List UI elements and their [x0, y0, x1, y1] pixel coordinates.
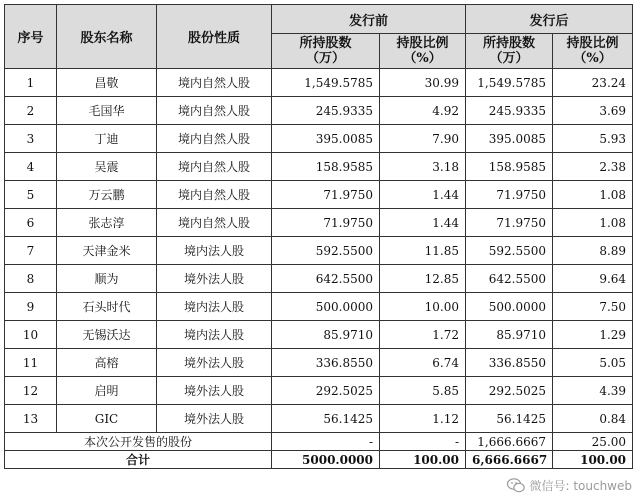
cell-name: 无锡沃达	[57, 321, 157, 349]
table-row	[5, 153, 633, 181]
table-row	[5, 377, 633, 405]
cell-seq: 7	[5, 237, 57, 265]
cell-shares-after: 292.5025	[466, 377, 553, 405]
cell-name: 丁迪	[57, 125, 157, 153]
public-offering-ratio-before: -	[380, 433, 466, 451]
cell-name: 万云鹏	[57, 181, 157, 209]
cell-ratio-after: 2.38	[553, 153, 633, 181]
cell-shares-after: 336.8550	[466, 349, 553, 377]
cell-ratio-after: 5.93	[553, 125, 633, 153]
cell-nature: 境外法人股	[157, 377, 272, 405]
cell-shares-before: 642.5500	[272, 265, 380, 293]
header-after: 发行后	[466, 5, 633, 34]
cell-shares-before: 336.8550	[272, 349, 380, 377]
header-ratio-before	[380, 34, 466, 69]
header-shares-before-line1: 所持股数	[299, 36, 352, 51]
total-label: 合计	[5, 451, 272, 469]
table-header	[5, 5, 633, 69]
header-seq: 序号	[5, 5, 57, 69]
cell-seq: 8	[5, 265, 57, 293]
cell-name: 顺为	[57, 265, 157, 293]
public-offering-ratio-after: 25.00	[553, 433, 633, 451]
cell-shares-after: 245.9335	[466, 97, 553, 125]
table-row	[5, 349, 633, 377]
header-ratio-before-line2: （%）	[403, 51, 442, 66]
cell-nature: 境外法人股	[157, 405, 272, 433]
header-shares-after-line2: （万）	[489, 51, 529, 66]
cell-ratio-before: 6.74	[380, 349, 466, 377]
cell-ratio-before: 30.99	[380, 69, 466, 97]
table-row	[5, 405, 633, 433]
cell-seq: 9	[5, 293, 57, 321]
cell-shares-before: 500.0000	[272, 293, 380, 321]
public-offering-shares-before: -	[272, 433, 380, 451]
watermark-text: 微信号: touchweb	[529, 479, 632, 493]
cell-shares-before: 592.5500	[272, 237, 380, 265]
cell-ratio-before: 10.00	[380, 293, 466, 321]
cell-ratio-before: 7.90	[380, 125, 466, 153]
cell-ratio-before: 3.18	[380, 153, 466, 181]
shareholder-table	[4, 4, 633, 469]
cell-seq: 1	[5, 69, 57, 97]
cell-ratio-before: 1.12	[380, 405, 466, 433]
cell-seq: 13	[5, 405, 57, 433]
cell-name: 石头时代	[57, 293, 157, 321]
cell-ratio-after: 0.84	[553, 405, 633, 433]
cell-shares-before: 395.0085	[272, 125, 380, 153]
cell-nature: 境内自然人股	[157, 181, 272, 209]
cell-ratio-after: 4.39	[553, 377, 633, 405]
header-shares-after-line1: 所持股数	[483, 36, 536, 51]
cell-ratio-before: 4.92	[380, 97, 466, 125]
header-shares-before	[272, 34, 380, 69]
public-offering-row	[5, 433, 633, 451]
cell-shares-after: 592.5500	[466, 237, 553, 265]
cell-seq: 5	[5, 181, 57, 209]
table-footer	[5, 433, 633, 469]
cell-name: 天津金米	[57, 237, 157, 265]
table-row	[5, 69, 633, 97]
total-ratio-before: 100.00	[380, 451, 466, 469]
cell-ratio-before: 11.85	[380, 237, 466, 265]
total-row	[5, 451, 633, 469]
cell-nature: 境内法人股	[157, 321, 272, 349]
cell-ratio-after: 5.05	[553, 349, 633, 377]
cell-seq: 4	[5, 153, 57, 181]
cell-shares-after: 500.0000	[466, 293, 553, 321]
cell-ratio-after: 9.64	[553, 265, 633, 293]
cell-ratio-before: 5.85	[380, 377, 466, 405]
cell-name: 昌敬	[57, 69, 157, 97]
cell-ratio-before: 12.85	[380, 265, 466, 293]
shareholder-table-container	[4, 4, 632, 469]
header-shares-after	[466, 34, 553, 69]
header-ratio-after-line1: 持股比例	[566, 36, 619, 51]
total-ratio-after: 100.00	[553, 451, 633, 469]
cell-shares-before: 71.9750	[272, 181, 380, 209]
cell-shares-before: 85.9710	[272, 321, 380, 349]
watermark	[507, 477, 632, 494]
cell-seq: 6	[5, 209, 57, 237]
total-shares-before: 5000.0000	[272, 451, 380, 469]
cell-shares-after: 56.1425	[466, 405, 553, 433]
cell-shares-before: 158.9585	[272, 153, 380, 181]
header-before: 发行前	[272, 5, 466, 34]
cell-seq: 3	[5, 125, 57, 153]
cell-seq: 2	[5, 97, 57, 125]
cell-shares-after: 395.0085	[466, 125, 553, 153]
cell-name: 高榕	[57, 349, 157, 377]
cell-shares-before: 245.9335	[272, 97, 380, 125]
cell-ratio-after: 3.69	[553, 97, 633, 125]
table-row	[5, 293, 633, 321]
cell-ratio-after: 1.08	[553, 209, 633, 237]
cell-name: 张志淳	[57, 209, 157, 237]
cell-shares-before: 71.9750	[272, 209, 380, 237]
cell-nature: 境外法人股	[157, 265, 272, 293]
table-row	[5, 237, 633, 265]
cell-nature: 境内法人股	[157, 293, 272, 321]
cell-ratio-before: 1.44	[380, 181, 466, 209]
header-ratio-after	[553, 34, 633, 69]
cell-shares-before: 292.5025	[272, 377, 380, 405]
cell-seq: 11	[5, 349, 57, 377]
cell-ratio-before: 1.72	[380, 321, 466, 349]
table-row	[5, 181, 633, 209]
cell-name: 吴震	[57, 153, 157, 181]
total-shares-after: 6,666.6667	[466, 451, 553, 469]
table-row	[5, 265, 633, 293]
cell-seq: 12	[5, 377, 57, 405]
cell-name: 毛国华	[57, 97, 157, 125]
cell-nature: 境内自然人股	[157, 125, 272, 153]
cell-shares-before: 1,549.5785	[272, 69, 380, 97]
cell-shares-after: 71.9750	[466, 181, 553, 209]
header-ratio-after-line2: （%）	[573, 51, 612, 66]
table-row	[5, 209, 633, 237]
cell-seq: 10	[5, 321, 57, 349]
cell-shares-after: 1,549.5785	[466, 69, 553, 97]
cell-shares-after: 71.9750	[466, 209, 553, 237]
table-body	[5, 69, 633, 433]
cell-nature: 境内自然人股	[157, 153, 272, 181]
cell-nature: 境内自然人股	[157, 209, 272, 237]
cell-shares-before: 56.1425	[272, 405, 380, 433]
header-ratio-before-line1: 持股比例	[396, 36, 449, 51]
cell-ratio-after: 7.50	[553, 293, 633, 321]
cell-ratio-after: 1.08	[553, 181, 633, 209]
public-offering-label: 本次公开发售的股份	[5, 433, 272, 451]
cell-nature: 境内自然人股	[157, 97, 272, 125]
header-name: 股东名称	[57, 5, 157, 69]
cell-ratio-after: 8.89	[553, 237, 633, 265]
cell-shares-after: 642.5500	[466, 265, 553, 293]
cell-shares-after: 158.9585	[466, 153, 553, 181]
cell-nature: 境内自然人股	[157, 69, 272, 97]
cell-ratio-before: 1.44	[380, 209, 466, 237]
public-offering-shares-after: 1,666.6667	[466, 433, 553, 451]
header-nature: 股份性质	[157, 5, 272, 69]
cell-name: 启明	[57, 377, 157, 405]
wechat-icon	[507, 478, 525, 493]
table-row	[5, 97, 633, 125]
table-row	[5, 125, 633, 153]
cell-ratio-after: 1.29	[553, 321, 633, 349]
cell-nature: 境内法人股	[157, 237, 272, 265]
header-shares-before-line2: （万）	[305, 51, 345, 66]
cell-shares-after: 85.9710	[466, 321, 553, 349]
table-row	[5, 321, 633, 349]
cell-nature: 境外法人股	[157, 349, 272, 377]
cell-name: GIC	[57, 405, 157, 433]
cell-ratio-after: 23.24	[553, 69, 633, 97]
